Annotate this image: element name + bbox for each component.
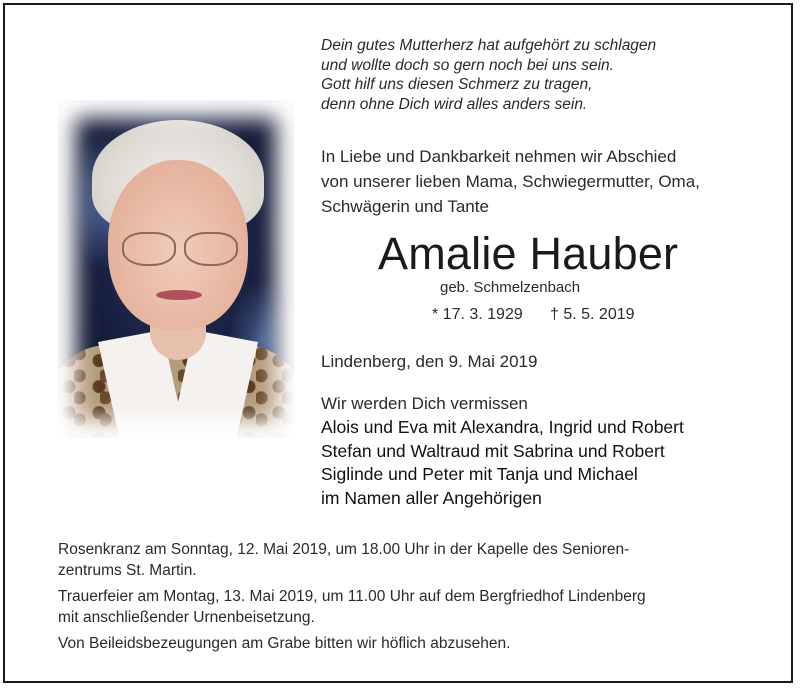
funeral-line-1: Trauerfeier am Montag, 13. Mai 2019, um 11.00 Uhr auf dem Bergfriedhof Lindenberg (58, 588, 646, 605)
poem-line: denn ohne Dich wird alles anders sein. (321, 95, 588, 113)
poem-line: Gott hilf uns diesen Schmerz zu tragen, (321, 76, 593, 93)
farewell-intro (321, 144, 700, 219)
funeral-line-2: mit anschließender Urnenbeisetzung. (58, 608, 315, 626)
portrait-photo (58, 100, 294, 438)
intro-line: Schwägerin und Tante (321, 197, 489, 216)
intro-line: von unserer lieben Mama, Schwiegermutter, Oma, (321, 172, 700, 191)
intro-line: In Liebe und Dankbarkeit nehmen wir Abschied (321, 147, 677, 166)
family-line: Stefan und Waltraud mit Sabrina und Robert (321, 440, 665, 461)
poem-line: und wollte doch so gern noch bei uns sein. (321, 56, 614, 74)
rosary-note (58, 540, 646, 581)
family-list (321, 416, 684, 510)
service-notes (58, 540, 646, 661)
memorial-poem (321, 36, 656, 114)
birth-date: * 17. 3. 1929 (432, 306, 523, 323)
rosary-line-2: zentrums St. Martin. (58, 561, 197, 579)
funeral-note (58, 587, 646, 628)
family-line: Siglinde und Peter mit Tanja und Michael (321, 464, 638, 484)
deceased-name: Amalie Hauber (378, 228, 679, 279)
miss-line: Wir werden Dich vermissen (321, 394, 528, 413)
rosary-line-1: Rosenkranz am Sonntag, 12. Mai 2019, um 18.00 Uhr in der Kapelle des Senioren- (58, 541, 630, 558)
place-date: Lindenberg, den 9. Mai 2019 (321, 352, 538, 371)
poem-line: Dein gutes Mutterherz hat aufgehört zu schlagen (321, 37, 657, 54)
condolence-note: Von Beileidsbezeugungen am Grabe bitten wir höflich abzusehen. (58, 635, 511, 652)
family-line: im Namen aller Angehörigen (321, 487, 542, 508)
death-date: † 5. 5. 2019 (550, 306, 635, 323)
family-line: Alois und Eva mit Alexandra, Ingrid und Robert (321, 417, 684, 437)
maiden-name: geb. Schmelzenbach (440, 279, 581, 296)
